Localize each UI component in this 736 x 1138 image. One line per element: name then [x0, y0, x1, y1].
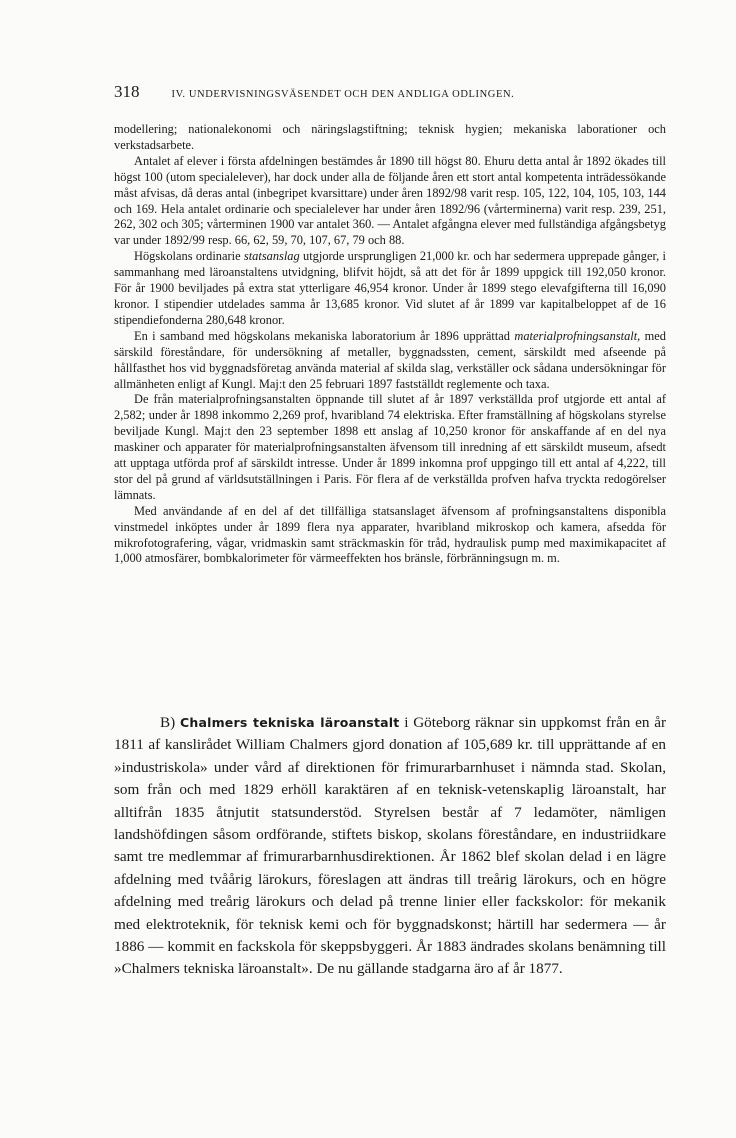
paragraph-funding-term: statsanslag [243, 249, 300, 264]
page-number: 318 [114, 82, 140, 101]
section-chalmers-paragraph [114, 712, 666, 981]
paragraph-testing-institute [114, 329, 666, 393]
paragraph-testing-institute-start: En i samband med högskolans mekaniska laboratorium år 1896 upprättad [134, 328, 515, 343]
paragraph-equipment: Med användande af en del af det tillfälliga statsanslaget äfvensom af profningsanstaltens disponibla vinstmedel inköptes under år 1899 flera nya apparater, hvaribland mikroskop och kamera, afsedda för mikrofotografering, vågar, vridmaskin samt sträckmaskin för tråd, hydraulisk pump med maximikapacitet af 1,000 atmosfärer, bombkalorimeter för värmeeffekten hos bränsle, förbränningsugn m. m. [114, 503, 666, 566]
paragraph-testing-institute-term: materialprofningsanstalt, [514, 328, 641, 343]
running-head: IV. UNDERVISNINGSVÄSENDET OCH DEN ANDLIGA ODLINGEN. [171, 89, 515, 100]
section-letter: B) [160, 714, 176, 731]
paragraph-funding-rest: utgjorde ursprungligen 21,000 kr. och har sedermera upprepade gånger, i sammanhang med läroanstaltens utvidgning, blifvit höjdt, så att det för år 1899 uppgick till 192,050 kronor. För år 1900 beviljades på extra stat ytterligare 46,954 kronor. Under år 1899 stego elevafgifterna till 16,090 kronor. I stipendier utdelades samma år 13,685 kronor. Vid slutet af år 1899 var kapitalbeloppet af de 16 stipendiefonderna 280,648 kronor. [114, 249, 666, 327]
paragraph-tests: De från materialprofningsanstalten öppnande till slutet af år 1897 verkställda prof utgjorde ett antal af 2,582; under år 1898 inkommo 2,269 prof, hvaribland 74 elektriska. Efter framställning af högskolans styrelse beviljade Kungl. Maj:t den 23 september 1898 ett anslag af 10,250 kronor för anskaffande af en del nya maskiner och apparater för materialprofningsanstalten äfvensom till inredning af ett särskildt museum, afsedt att upptaga utförda prof af särskildt intresse. Under år 1899 inkomna prof uppgingo till ett antal af 4,222, till stor del på grund af världsutställningen i Paris. För flera af de verkställda profven hafva tryckta redogörelser lämnats. [114, 392, 666, 502]
section-chalmers [114, 712, 666, 981]
paragraph-funding-start: Högskolans ordinarie [134, 249, 244, 264]
paragraph-funding [114, 249, 666, 329]
paragraph-testing-institute-rest: med särskild föreståndare, för undersökning af metaller, byggnadssten, cement, särskildt med afseende på hållfasthet hos vid byggnadsföretag använda material af skilda slag, verkställer ock sådana undersökningar för allmänheten enligt af Kungl. Maj:t den 25 februari 1897 fastställdt reglemente och taxa. [114, 328, 666, 391]
body-text [114, 122, 666, 567]
section-chalmers-text: i Göteborg räknar sin uppkomst från en år 1811 af kanslirådet William Chalmers gjord donation af 105,689 kr. till upprättande af en »industriskola» under vård af direktionen för frimurarbarnhuset i nämnda stad. Skolan, som från och med 1829 erhöll karaktären af en teknisk-vetenskaplig läroanstalt, har alltifrån 1835 åtnjutit statsunderstöd. Styrelsen består af 7 ledamöter, nämligen landshöfdingen såsom ordförande, stiftets biskop, skolans föreståndare, en industriidkare samt tre medlemmar af frimurarbarnhusdirektionen. År 1862 blef skolan delad i en lägre afdelning med tvåårig lärokurs, föreslagen att ändras till treårig lärokurs, och en högre afdelning med treårig lärokurs och delad på trenne linier eller fackskolor: för mekanik med elektroteknik, för teknisk kemi och för byggnadskonst; härtill har sedermera — år 1886 — kommit en fackskola för skeppsbyggeri. År 1883 ändrades skolans benämning till »Chalmers tekniska läroanstalt». De nu gällande stadgarna äro af år 1877. [114, 714, 667, 978]
paragraph-curriculum: modellering; nationalekonomi och näringslagstiftning; teknisk hygien; mekaniska laborationer och verkstadsarbete. [114, 122, 666, 152]
section-title: Chalmers tekniska läroanstalt [179, 715, 400, 730]
page-header [114, 82, 674, 102]
paragraph-students: Antalet af elever i första afdelningen bestämdes år 1890 till högst 80. Ehuru detta antal år 1892 ökades till högst 100 (utom specialelever), har dock under alla de följande åren ett stort antal kompetenta inträdessökande måst afvisas, då deras antal (inbegripet kvarsittare) under åren 1892/98 varit resp. 105, 122, 104, 105, 103, 144 och 169. Hela antalet ordinarie och specialelever har under åren 1892/96 (vårterminerna) varit resp. 239, 251, 262, 302 och 305; vårterminen 1900 var antalet 360. — Antalet afgångna elever med fullständiga afgångsbetyg var under 1892/99 resp. 66, 62, 59, 70, 107, 67, 79 och 88. [114, 153, 666, 248]
